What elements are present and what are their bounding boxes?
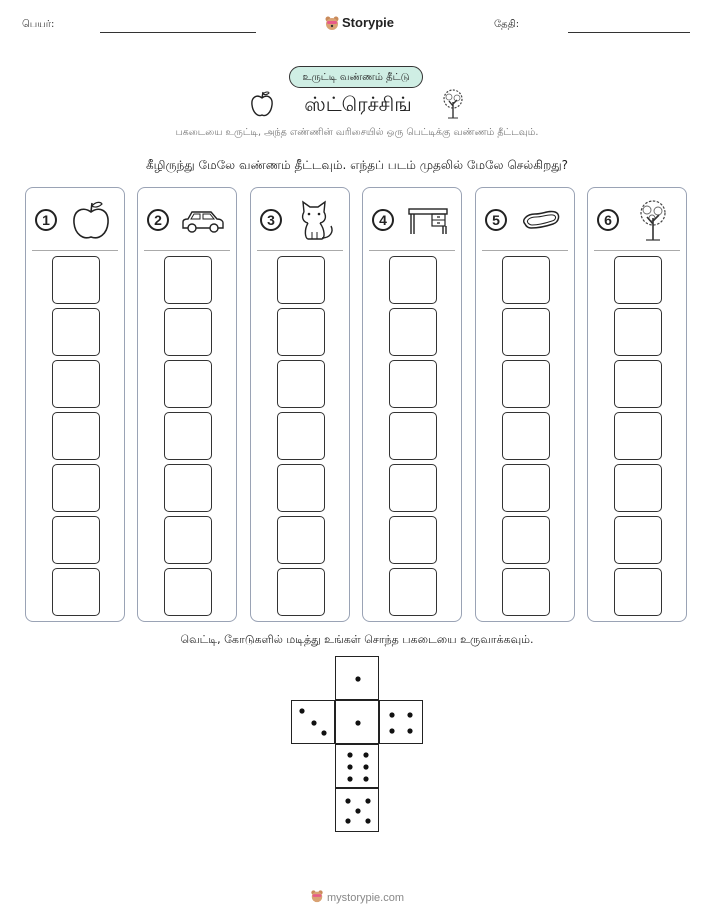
color-box[interactable] (389, 464, 437, 512)
footer-url[interactable]: mystorypie.com (326, 892, 405, 904)
color-box[interactable] (389, 568, 437, 616)
color-box[interactable] (164, 256, 212, 304)
column-number: 2 (147, 209, 169, 231)
column-3 (250, 187, 350, 622)
color-box[interactable] (164, 360, 212, 408)
tree-icon (440, 88, 466, 120)
activity-badge: உருட்டி வண்ணம் தீட்டு (289, 66, 423, 88)
color-box[interactable] (502, 464, 550, 512)
dice-face-5 (335, 788, 379, 832)
column-divider (257, 250, 343, 251)
column-divider (369, 250, 455, 251)
column-number: 6 (597, 209, 619, 231)
brand-logo (324, 13, 394, 33)
date-label: தேதி: (494, 19, 520, 30)
color-box[interactable] (52, 568, 100, 616)
color-box[interactable] (614, 308, 662, 356)
color-box[interactable] (502, 516, 550, 564)
column-divider (144, 250, 230, 251)
color-box[interactable] (614, 412, 662, 460)
color-box[interactable] (614, 516, 662, 564)
color-box[interactable] (52, 308, 100, 356)
color-box[interactable] (277, 464, 325, 512)
color-box[interactable] (52, 412, 100, 460)
footer (0, 889, 714, 904)
instruction-text: பகடையை உருட்டி, அந்த எண்ணின் வரிசையில் ஒரு பெட்டிக்கு வண்ணம் தீட்டவும். (175, 127, 539, 138)
color-box[interactable] (277, 308, 325, 356)
color-box[interactable] (614, 464, 662, 512)
color-box[interactable] (164, 516, 212, 564)
column-1 (25, 187, 125, 622)
dice-face-6 (335, 744, 379, 788)
name-label: பெயர்: (22, 19, 55, 30)
column-2 (137, 187, 237, 622)
color-box[interactable] (614, 360, 662, 408)
color-box[interactable] (502, 256, 550, 304)
column-number: 3 (260, 209, 282, 231)
color-box[interactable] (614, 568, 662, 616)
color-box[interactable] (502, 308, 550, 356)
color-box[interactable] (277, 412, 325, 460)
color-box[interactable] (277, 568, 325, 616)
column-number: 4 (372, 209, 394, 231)
column-5 (475, 187, 575, 622)
dice-face-4 (379, 700, 423, 744)
color-box[interactable] (52, 464, 100, 512)
color-box[interactable] (164, 412, 212, 460)
column-6 (587, 187, 687, 622)
column-divider (32, 250, 118, 251)
page-title: ஸ்ட்ரெச்சிங் (304, 92, 412, 116)
color-box[interactable] (389, 516, 437, 564)
dice-face-3 (291, 700, 335, 744)
color-box[interactable] (277, 516, 325, 564)
color-box[interactable] (277, 256, 325, 304)
rubber-band-icon (519, 198, 563, 242)
date-line[interactable] (568, 32, 690, 33)
color-box[interactable] (502, 568, 550, 616)
car-icon (181, 198, 225, 242)
column-4 (362, 187, 462, 622)
cat-icon (294, 198, 338, 242)
column-divider (482, 250, 568, 251)
color-box[interactable] (52, 360, 100, 408)
desk-icon (406, 198, 450, 242)
storypie-bear-icon (324, 15, 340, 31)
color-box[interactable] (389, 256, 437, 304)
name-line[interactable] (100, 32, 256, 33)
column-number: 1 (35, 209, 57, 231)
color-box[interactable] (614, 256, 662, 304)
color-box[interactable] (277, 360, 325, 408)
color-box[interactable] (164, 308, 212, 356)
color-box[interactable] (164, 568, 212, 616)
cut-instruction: வெட்டி, கோடுகளில் மடித்து உங்கள் சொந்த பகடையை உருவாக்கவும். (180, 633, 534, 646)
column-number: 5 (485, 209, 507, 231)
color-box[interactable] (502, 360, 550, 408)
color-box[interactable] (389, 412, 437, 460)
brand-name: Storypie (342, 15, 395, 30)
tree-icon (631, 198, 675, 242)
column-divider (594, 250, 680, 251)
color-box[interactable] (389, 360, 437, 408)
color-box[interactable] (164, 464, 212, 512)
storypie-bear-icon (310, 889, 324, 903)
color-box[interactable] (52, 256, 100, 304)
color-box[interactable] (52, 516, 100, 564)
apple-icon (249, 89, 275, 119)
dice-face-1 (335, 700, 379, 744)
apple-icon (69, 198, 113, 242)
dice-face-1 (335, 656, 379, 700)
question-text: கீழிருந்து மேலே வண்ணம் தீட்டவும். எந்தப் படம் முதலில் மேலே செல்கிறது? (145, 158, 569, 172)
color-box[interactable] (502, 412, 550, 460)
color-box[interactable] (389, 308, 437, 356)
